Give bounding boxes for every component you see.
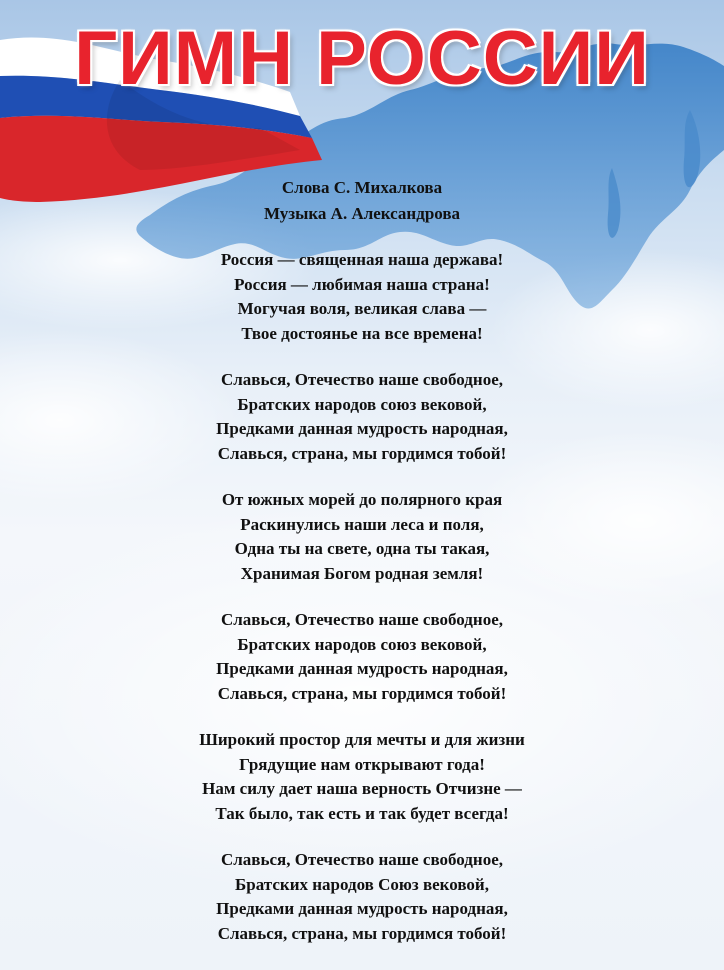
lyric-line: Грядущие нам открывают года! [239,754,485,774]
lyric-line: Предками данная мудрость народная, [216,419,508,438]
page-title: ГИМН РОССИИ [74,16,650,101]
lyric-line: Предками данная мудрость народная, [216,899,508,918]
lyric-line: Братских народов союз вековой, [237,634,487,654]
lyric-line: Братских народов Союз вековой, [235,874,489,894]
stanza-4-chorus [0,608,724,706]
lyric-line: Братских народов союз вековой, [237,394,487,414]
lyric-line: Так было, так есть и так будет всегда! [215,803,509,823]
lyric-line: Твое достоянье на все времена! [241,323,483,343]
stanza-5 [0,728,724,826]
credits [0,175,724,227]
lyric-line: От южных морей до полярного края [221,490,503,509]
lyric-line: Славься, Отечество наше свободное, [220,850,503,869]
stanza-3 [0,488,724,586]
lyric-line: Славься, страна, мы гордимся тобой! [217,683,507,703]
stanza-6-chorus [0,848,724,946]
lyric-line: Широкий простор для мечты и для жизни [199,730,525,749]
lyric-line: Нам силу дает наша верность Отчизне — [202,779,522,798]
lyric-line: Славься, Отечество наше свободное, [220,370,503,389]
lyric-line: Славься, страна, мы гордимся тобой! [217,923,507,943]
lyric-line: Славься, страна, мы гордимся тобой! [217,443,507,463]
lyric-line: Могучая воля, великая слава — [237,299,487,318]
lyric-line: Славься, Отечество наше свободное, [220,610,503,629]
credits-music: Музыка А. Александрова [263,204,461,223]
stanza-1 [0,248,724,346]
credits-words: Слова С. Михалкова [281,178,443,197]
lyric-line: Предками данная мудрость народная, [216,659,508,678]
anthem-lyrics [0,248,724,968]
lyric-line: Россия — священная наша держава! [220,250,504,269]
lyric-line: Хранимая Богом родная земля! [240,563,484,583]
lyric-line: Россия — любимая наша страна! [234,274,490,294]
lyric-line: Раскинулись наши леса и поля, [240,514,484,534]
stanza-2-chorus [0,368,724,466]
lyric-line: Одна ты на свете, одна ты такая, [234,539,490,558]
